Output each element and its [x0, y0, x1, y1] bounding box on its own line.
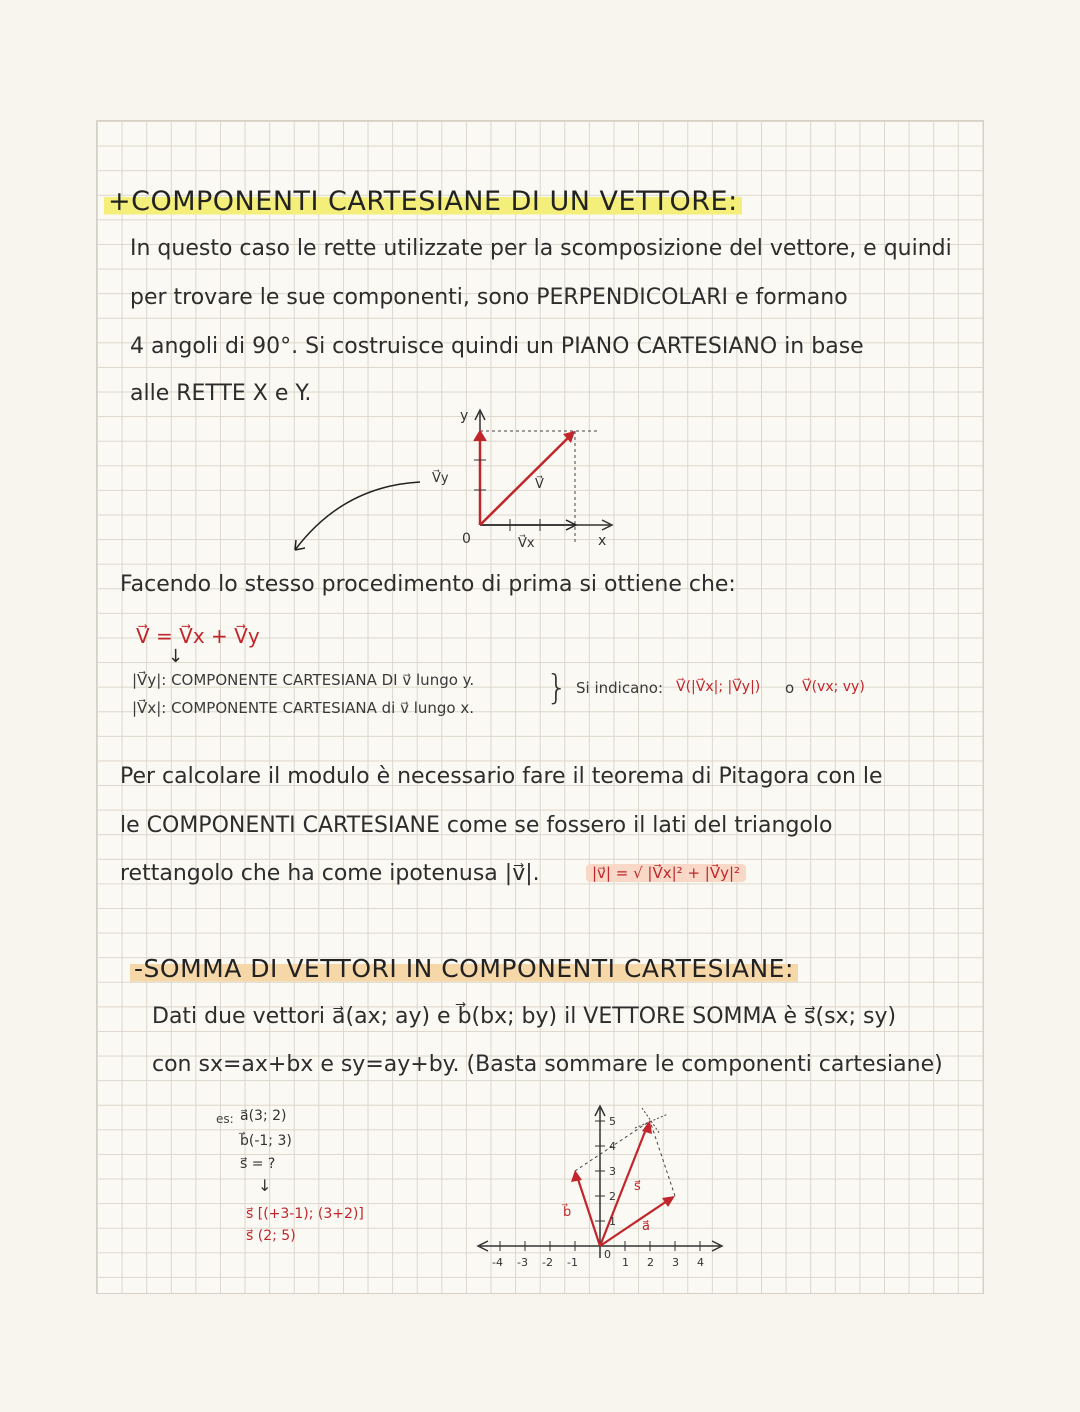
- section4-line-2: con sx=ax+bx e sy=ay+by. (Basta sommare le componenti cartesiane): [152, 1052, 943, 1077]
- example-vector-a: a⃗(3; 2): [240, 1108, 287, 1124]
- plot-label-b: b⃗: [563, 1205, 572, 1220]
- pythagoras-formula: |v⃗| = √ |V⃗x|² + |V⃗y|²: [586, 864, 746, 882]
- v-vector: [480, 433, 573, 525]
- section1-line-3: 4 angoli di 90°. Si costruisce quindi un PIANO CARTESIANO in base: [130, 334, 864, 359]
- y-axis-label: y: [460, 408, 469, 424]
- section1-line-1: In questo caso le rette utilizzate per la scomposizione del vettore, e quindi: [130, 236, 952, 261]
- section1-line-2: per trovare le sue componenti, sono PERPENDICOLARI e formano: [130, 285, 848, 310]
- example-vector-b: b⃗(-1; 3): [240, 1133, 292, 1149]
- plot-x-tick-neg1: -1: [567, 1256, 578, 1269]
- example-vector-s-question: s⃗ = ?: [240, 1156, 276, 1172]
- example-sum-calc: s⃗ [(+3-1); (3+2)]: [246, 1206, 364, 1222]
- plot-label-s: s⃗: [634, 1179, 641, 1194]
- section3-line-1: Per calcolare il modulo è necessario fare il teorema di Pitagora con le: [120, 764, 883, 789]
- section4-heading: [130, 954, 798, 983]
- notation-modulus-form: V⃗(|V⃗x|; |V⃗y|): [676, 679, 761, 695]
- vy-label: V⃗y: [432, 471, 449, 486]
- section3-line-3: rettangolo che ha come ipotenusa |v⃗|.: [120, 861, 540, 886]
- vx-label: V⃗x: [518, 536, 535, 551]
- component-x-definition: |V⃗x|: COMPONENTE CARTESIANA di v⃗ lungo x.: [132, 699, 475, 717]
- plot-vector-a-head: [662, 1196, 675, 1207]
- plot-y-tick-1: 1: [609, 1215, 616, 1228]
- notation-label: Si indicano:: [576, 679, 663, 697]
- example-label: es:: [216, 1112, 234, 1126]
- plot-dashed-side-2: [650, 1121, 675, 1196]
- plot-x-tick-1: 1: [622, 1256, 629, 1269]
- plot-y-tick-3: 3: [609, 1165, 616, 1178]
- plot-label-a: a⃗: [642, 1219, 650, 1234]
- plot-x-tick-neg2: -2: [542, 1256, 553, 1269]
- curly-brace: }: [546, 668, 568, 708]
- plot-y-tick-4: 4: [609, 1140, 616, 1153]
- v-label: V⃗: [535, 477, 544, 492]
- vy-arrowhead: [474, 431, 486, 441]
- plot-x-tick-neg4: -4: [492, 1256, 503, 1269]
- x-axis-label: x: [598, 533, 607, 549]
- origin-label: 0: [462, 531, 471, 547]
- cartesian-vector-diagram: [280, 400, 640, 570]
- section1-heading-text: +COMPONENTI CARTESIANE DI UN VETTORE:: [104, 186, 742, 217]
- section1-heading: [104, 186, 742, 217]
- curved-pointer-arrow: [295, 482, 420, 550]
- notation-or: o: [785, 679, 795, 697]
- section1-line-4: alle RETTE X e Y.: [130, 381, 312, 406]
- plot-origin: 0: [604, 1248, 611, 1261]
- plot-y-tick-2: 2: [609, 1190, 616, 1203]
- plot-vector-b-head: [571, 1170, 582, 1182]
- section4-heading-text: -SOMMA DI VETTORI IN COMPONENTI CARTESIANE:: [130, 954, 798, 983]
- plot-vector-b: [576, 1173, 600, 1246]
- vector-sum-formula: V⃗ = V⃗x + V⃗y: [136, 624, 260, 648]
- section4-line-1: Dati due vettori a⃗(ax; ay) e b⃗(bx; by) il VETTORE SOMMA è s⃗(sx; sy): [152, 1004, 897, 1029]
- example-down-arrow: ↓: [258, 1176, 272, 1195]
- down-arrow: ↓: [168, 646, 184, 667]
- plot-x-tick-2: 2: [647, 1256, 654, 1269]
- notation-short-form: V⃗(vx; vy): [802, 679, 865, 695]
- plot-y-tick-5: 5: [609, 1115, 616, 1128]
- plot-x-tick-neg3: -3: [517, 1256, 528, 1269]
- plot-vector-s: [600, 1124, 648, 1246]
- example-sum-result: s⃗ (2; 5): [246, 1228, 296, 1244]
- plot-x-tick-4: 4: [697, 1256, 704, 1269]
- plot-x-tick-3: 3: [672, 1256, 679, 1269]
- section3-line-2: le COMPONENTI CARTESIANE come se fossero il lati del triangolo: [120, 813, 833, 838]
- vector-sum-plot: [470, 1098, 740, 1278]
- plot-vector-s-head: [642, 1120, 652, 1134]
- section2-intro: Facendo lo stesso procedimento di prima si ottiene che:: [120, 572, 736, 597]
- component-y-definition: |V⃗y|: COMPONENTE CARTESIANA DI v⃗ lungo y.: [132, 671, 475, 689]
